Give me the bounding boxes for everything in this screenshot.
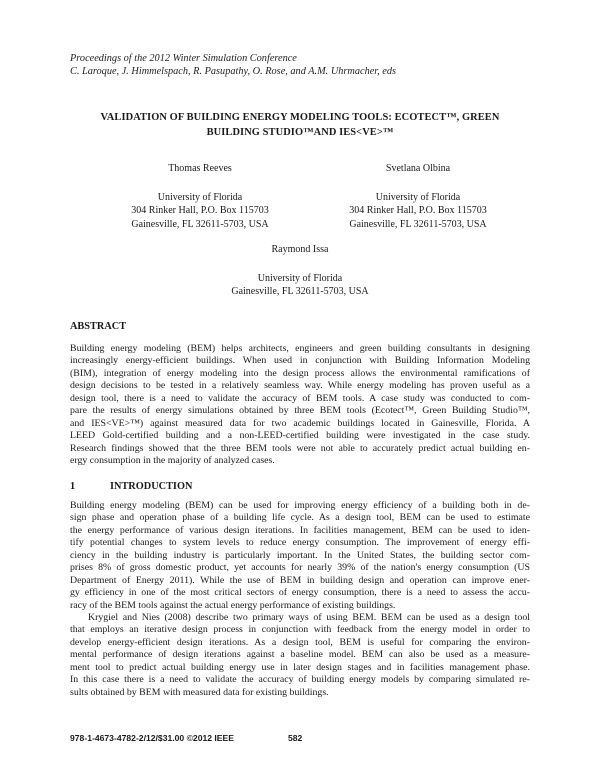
text-line: increasingly energy-efficient buildings. When used in conjunction with Building Information Modeling bbox=[70, 355, 530, 367]
author-block-olbina bbox=[318, 162, 518, 231]
paper-title bbox=[70, 110, 530, 140]
author-affiliation-line: University of Florida bbox=[257, 272, 343, 284]
text-line: Building energy modeling (BEM) helps architects, engineers and green building consultants in designing bbox=[70, 343, 530, 354]
text-line: ciency in the building industry is particularly important. In the United States, the building sector com- bbox=[70, 549, 530, 561]
abstract-text bbox=[70, 343, 530, 467]
page-number: 582 bbox=[288, 733, 303, 743]
text-line: sign phase and operation phase of a building life cycle. As a design tool, BEM can be used to estimate bbox=[70, 512, 530, 524]
text-line: sults obtained by BEM with measured data for existing buildings. bbox=[70, 686, 329, 698]
proceedings-line-2: C. Laroque, J. Himmelspach, R. Pasupathy, O. Rose, and A.M. Uhrmacher, eds bbox=[70, 66, 397, 77]
author-name: Thomas Reeves bbox=[168, 163, 232, 174]
text-line: design decisions to be tested in a relatively seamless way. While energy modeling has proven useful as a bbox=[70, 380, 530, 392]
abstract-heading: ABSTRACT bbox=[70, 321, 127, 332]
text-line: racy of the BEM tools against the actual energy performance of existing buildings. bbox=[70, 599, 396, 611]
section-number: 1 bbox=[70, 481, 76, 492]
footer-isbn: 978-1-4673-4782-2/12/$31.00 ©2012 IEEE bbox=[70, 733, 235, 743]
text-line: mental performance of design iterations against a baseline model. BEM can also be used as a measure- bbox=[70, 649, 530, 661]
section-title: INTRODUCTION bbox=[110, 481, 193, 492]
proceedings-header bbox=[70, 52, 540, 78]
author-affiliation-line: Gainesville, FL 32611-5703, USA bbox=[131, 218, 269, 230]
text-line: gy efficiency in one of the most critical sectors of energy consumption, there is a need to assess the accu- bbox=[70, 587, 530, 599]
author-affiliation-line: Gainesville, FL 32611-5703, USA bbox=[349, 218, 487, 230]
text-line: that employs an iterative design process in conjunction with feedback from the energy model in order to bbox=[70, 624, 530, 636]
introduction-heading bbox=[70, 481, 192, 492]
text-line: prises 8% of gross domestic product, yet accounts for nearly 39% of the nation's energy consumption (US bbox=[70, 562, 530, 574]
author-affiliation-line: Gainesville, FL 32611-5703, USA bbox=[231, 286, 369, 297]
text-line: tify potential changes to system levels to reduce energy consumption. The improvement of energy effi- bbox=[70, 537, 530, 549]
text-line: Department of Energy 2011). While the use of BEM in building design and operation can improve ener- bbox=[70, 574, 530, 586]
text-line: design tool, there is a need to validate the accuracy of BEM tools. A case study was conducted to com- bbox=[70, 392, 530, 404]
text-line: develop energy-efficient design iterations. As a design tool, BEM is useful for comparing the environ- bbox=[70, 636, 530, 648]
author-affiliation-line: 304 Rinker Hall, P.O. Box 115703 bbox=[131, 205, 269, 216]
text-line: ergy consumption in the majority of analyzed cases. bbox=[70, 454, 275, 466]
text-line: (BIM), integration of energy modeling into the design process allows the environmental ramifications of bbox=[70, 367, 530, 379]
text-line: the energy performance of various design iterations. In facilities management, BEM can be used to iden- bbox=[70, 524, 530, 536]
author-name: Svetlana Olbina bbox=[385, 163, 451, 174]
text-line: In this case there is a need to validate the accuracy of building energy models by comparing simulated re- bbox=[70, 674, 530, 686]
introduction-paragraph-1 bbox=[70, 500, 530, 612]
text-line: and IES<VE>™) against measured data for two academic buildings located in Gainesville, Florida. A bbox=[70, 417, 530, 429]
author-block-issa bbox=[200, 243, 400, 299]
title-line-2: BUILDING STUDIO™AND IES<VE>™ bbox=[206, 127, 394, 138]
author-block-reeves bbox=[100, 162, 300, 231]
text-line: Building energy modeling (BEM) can be used for improving energy efficiency of a building both in de- bbox=[70, 500, 530, 511]
introduction-paragraph-2 bbox=[70, 612, 530, 699]
text-line: LEED Gold-certified building and a non-LEED-certified building were investigated in the case study. bbox=[70, 430, 530, 442]
author-affiliation-line: University of Florida bbox=[375, 191, 461, 203]
author-affiliation-line: 304 Rinker Hall, P.O. Box 115703 bbox=[349, 205, 487, 216]
text-line: Research findings showed that the three BEM tools were not able to accurately predict actual building en- bbox=[70, 442, 530, 454]
text-line: pare the results of energy simulations obtained by three BEM tools (Ecotect™, Green Building Studio™, bbox=[70, 405, 530, 417]
title-line-1: VALIDATION OF BUILDING ENERGY MODELING TOOLS: ECOTECT™, GREEN bbox=[100, 112, 500, 123]
author-name: Raymond Issa bbox=[271, 244, 329, 255]
author-affiliation-line: University of Florida bbox=[157, 191, 243, 203]
proceedings-line-1: Proceedings of the 2012 Winter Simulation Conference bbox=[70, 53, 297, 64]
text-line: Krygiel and Nies (2008) describe two primary ways of using BEM. BEM can be used as a design tool bbox=[88, 612, 530, 623]
text-line: ment tool to predict actual building energy use in later design stages and in facilities management phase. bbox=[70, 661, 530, 673]
